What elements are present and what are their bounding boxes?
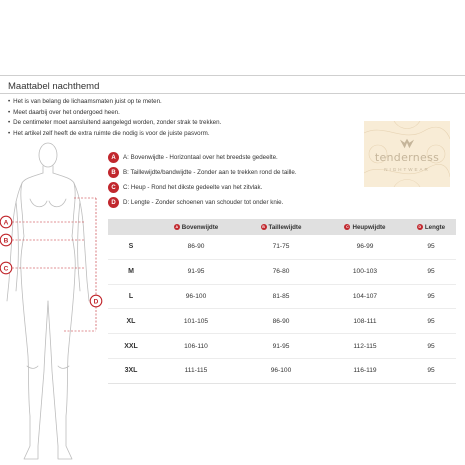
table-cell: 81-85 [238,284,324,309]
svg-text:B: B [3,237,9,245]
legend-row-c [108,182,262,193]
table-cell: 100-103 [324,259,406,284]
legend-row-d [108,197,283,208]
table-row [108,334,456,359]
brand-name: tenderness [374,151,440,164]
svg-text:D: D [93,298,99,306]
intro-list [8,97,221,139]
legend-text: B: Taillewijdte/bandwijdte - Zonder aan te trekken rond de taille. [123,169,297,176]
column-header-taillewijdte: B Taillewijdte [238,219,324,235]
figure-marker-d [90,295,102,307]
marker-d-icon: D [108,197,119,208]
figure-marker-b [0,234,12,246]
table-cell: 86-90 [154,235,238,259]
table-cell: 95 [406,309,456,334]
column-header-lengte: D Lengte [406,219,456,235]
table-cell: 112-115 [324,334,406,359]
legend-text: D: Lengte - Zonder schoenen van schouder tot onder knie. [123,199,284,206]
table-row [108,235,456,259]
page-title: Maattabel nachthemd [8,81,100,92]
table-cell: 95 [406,334,456,359]
table-cell: 76-80 [238,259,324,284]
size-cell: XXL [108,334,154,359]
body-figure [0,141,106,465]
column-header-heupwijdte: C Heupwijdte [324,219,406,235]
table-cell: 95 [406,358,456,383]
size-cell: S [108,235,154,259]
table-cell: 104-107 [324,284,406,309]
brand-emblem-icon [399,138,415,149]
table-cell: 91-95 [238,334,324,359]
table-cell: 71-75 [238,235,324,259]
table-cell: 86-90 [238,309,324,334]
table-cell: 116-119 [324,358,406,383]
table-cell: 95 [406,259,456,284]
marker-a-icon: A [108,152,119,163]
size-cell: XL [108,309,154,334]
header-rule-bottom [0,93,465,94]
size-table [108,219,456,384]
table-cell: 111-115 [154,358,238,383]
size-cell: M [108,259,154,284]
svg-text:A: A [3,219,9,227]
table-header-row [108,219,456,235]
intro-item: • Het is van belang de lichaamsmaten juist op te meten. [8,97,221,108]
header-rule-top [0,75,465,76]
svg-text:C: C [3,265,9,273]
table-cell: 101-105 [154,309,238,334]
marker-a-icon: A [175,225,179,230]
legend-row-b [108,167,297,178]
table-row [108,358,456,383]
intro-item: • De centimeter moet aansluitend aangelegd worden, zonder strak te trekken. [8,118,221,129]
table-cell: 96-100 [238,358,324,383]
table-row [108,309,456,334]
marker-d-icon: D [418,225,422,230]
legend-text: C: Heup - Rond het dikste gedeelte van het zitvlak. [123,184,263,191]
figure-marker-a [0,216,12,228]
table-cell: 91-95 [154,259,238,284]
table-cell: 96-100 [154,284,238,309]
table-cell: 108-111 [324,309,406,334]
legend-text: A: Bovenwijdte - Horizontaal over het breedste gedeelte. [123,154,278,161]
marker-b-icon: B [108,167,119,178]
table-cell: 95 [406,284,456,309]
column-header-size [108,219,154,235]
brand-tagline: NIGHTWEAR [384,167,430,172]
intro-item: • Meet daarbij over het ondergoed heen. [8,108,221,119]
table-cell: 95 [406,235,456,259]
column-header-bovenwijdte: A Bovenwijdte [154,219,238,235]
size-cell: L [108,284,154,309]
marker-b-icon: B [262,225,265,230]
legend-row-a [108,152,278,163]
intro-item: • Het artikel zelf heeft de extra ruimte die nodig is voor de juiste pasvorm. [8,129,221,140]
figure-marker-c [0,262,12,274]
table-row [108,259,456,284]
table-row [108,284,456,309]
marker-c-icon: C [108,182,119,193]
size-cell: 3XL [108,358,154,383]
marker-c-icon: C [346,225,349,230]
table-cell: 96-99 [324,235,406,259]
brand-logo [364,121,450,187]
table-cell: 106-110 [154,334,238,359]
